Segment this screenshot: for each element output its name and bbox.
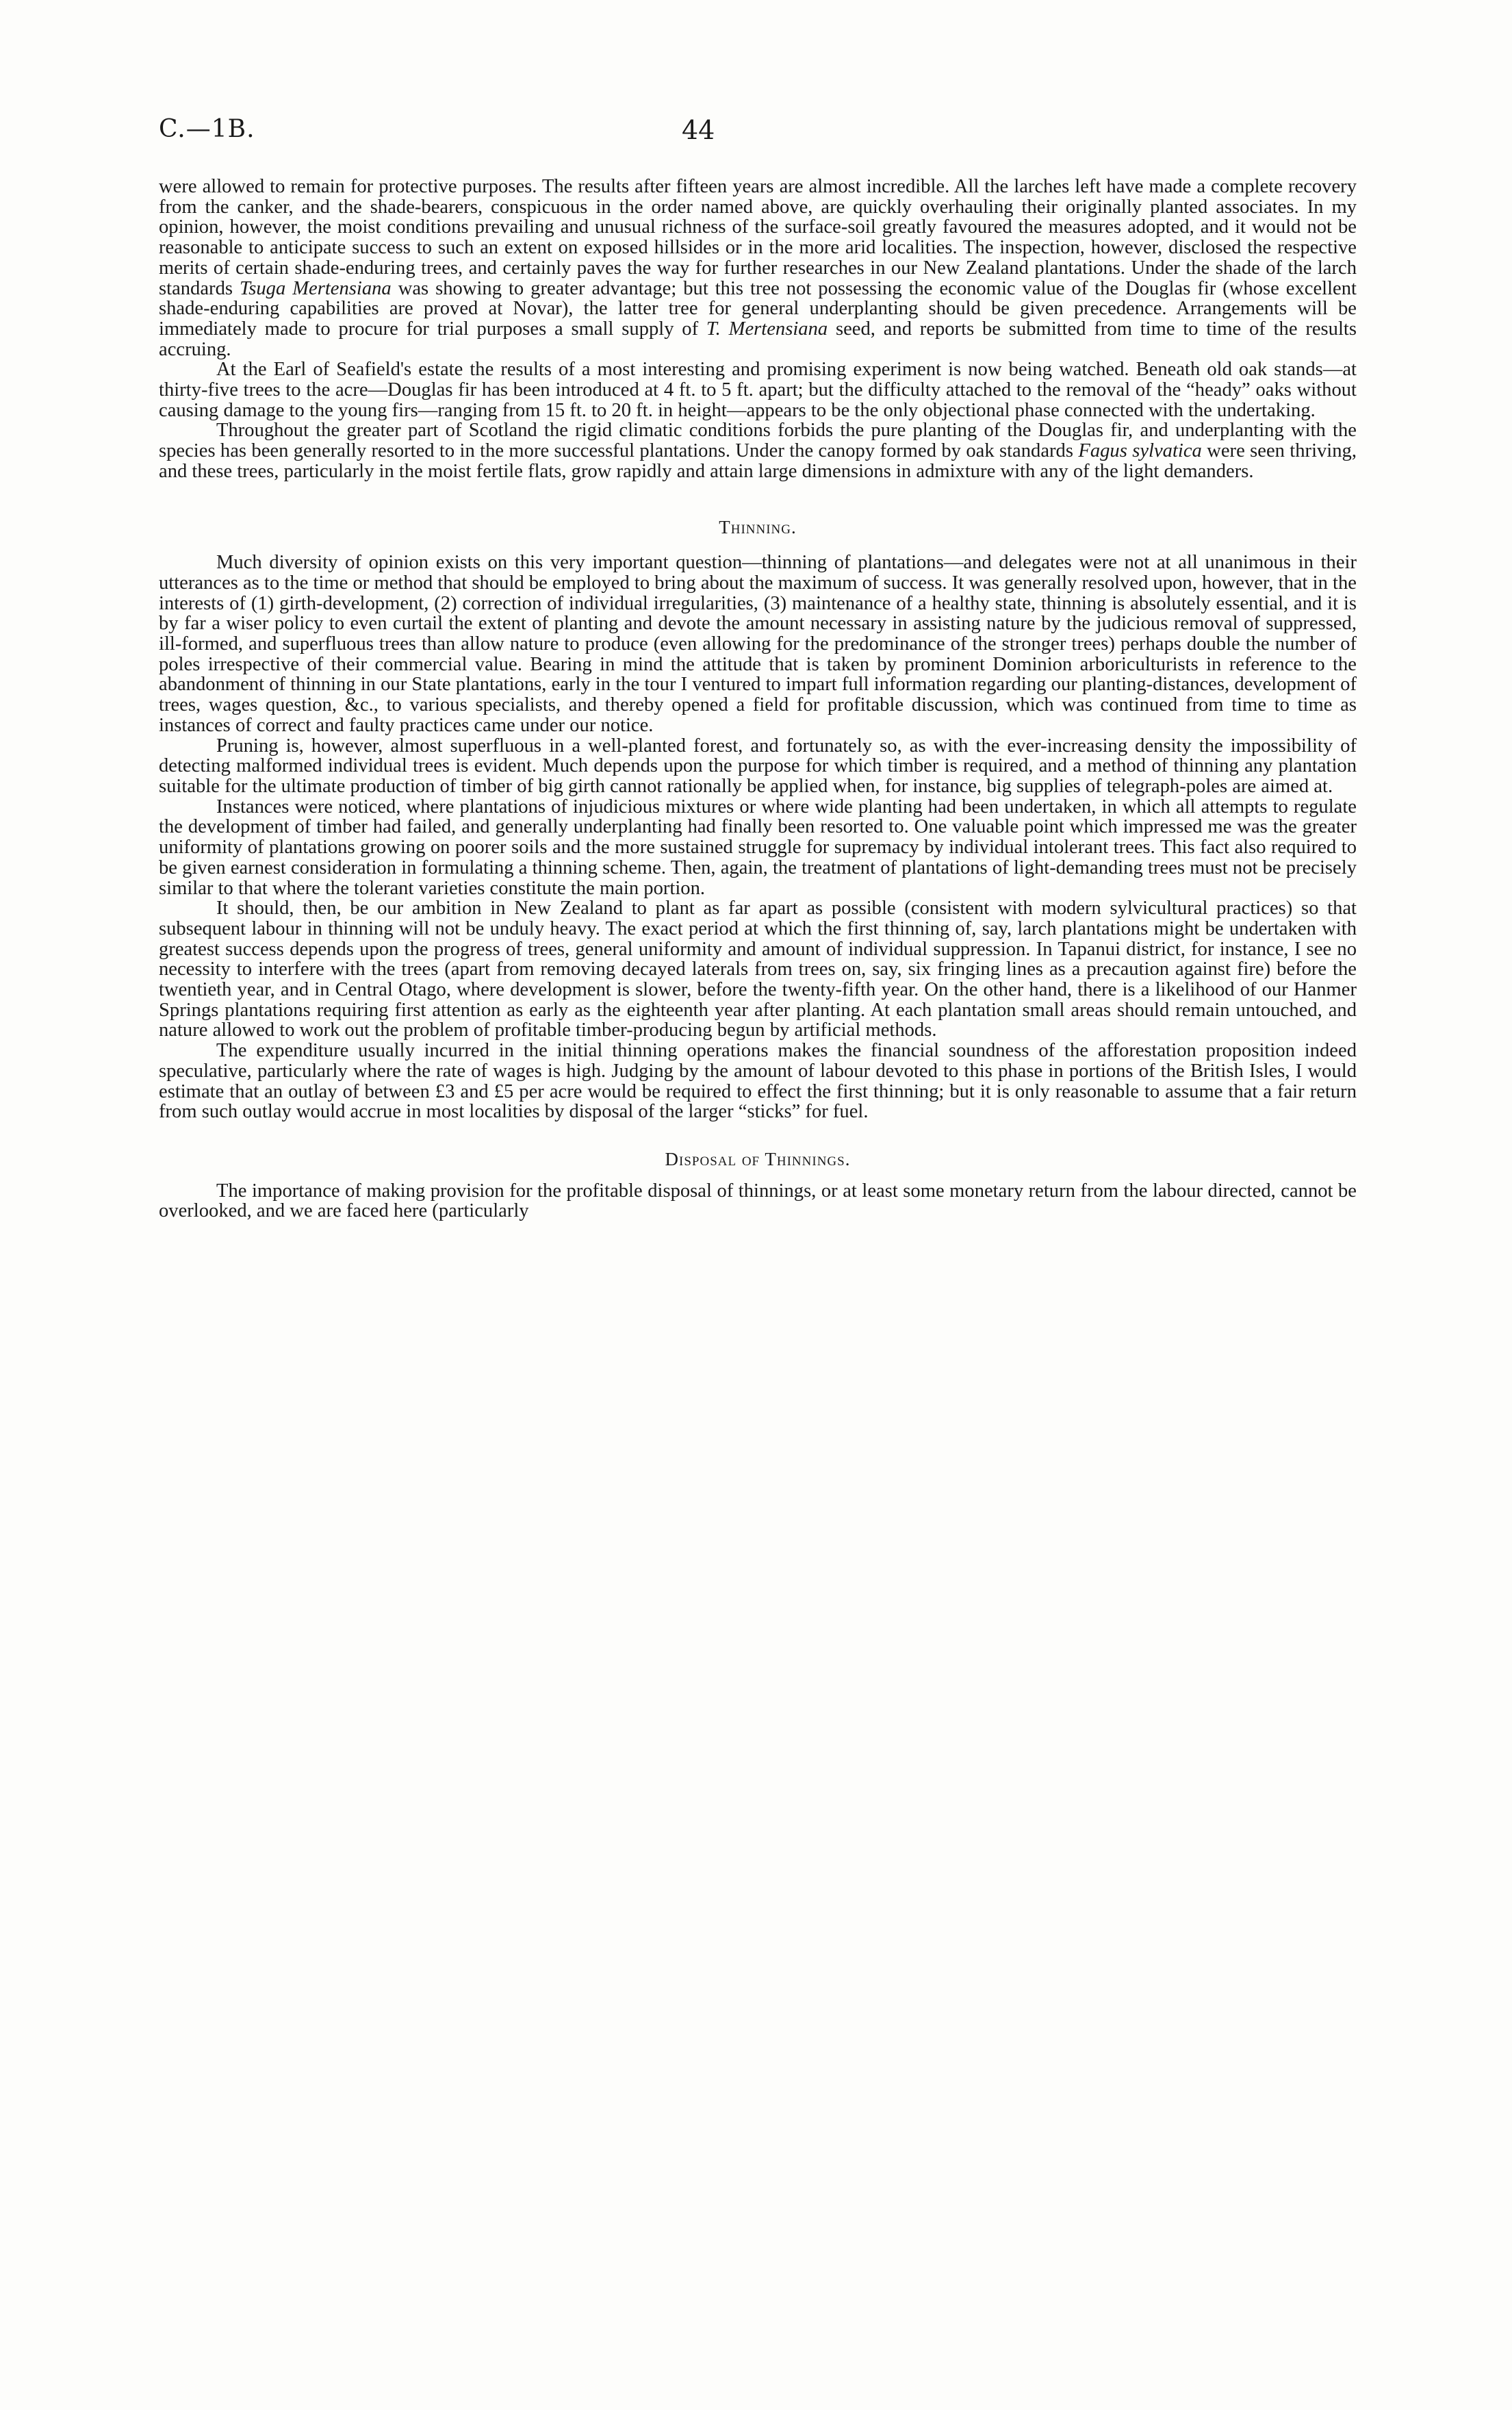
body-text xyxy=(159,177,1357,1221)
paragraph-text: Throughout the greater part of Scotland the rigid climatic conditions forbids the pure planting of the Douglas fir, and underplanting with the species has been generally resorted to in the more successful plantations. Under the canopy formed by oak standards xyxy=(159,420,1357,462)
paragraph-injudicious-mixtures: Instances were noticed, where plantations of injudicious mixtures or where wide planting had been undertaken, in which all attempts to regulate the development of timber had failed, and generally underplanting had finally been resorted to. One valuable point which impressed me was the greater uniformity of plantations growing on poorer soils and the more sustained struggle for supremacy by individual intolerant trees. This fact also required to be given earnest consideration in formulating a thinning scheme. Then, again, the treatment of plantations of light-demanding trees must not be precisely similar to that where the tolerant varieties constitute the main portion. xyxy=(159,796,1357,899)
paragraph-expenditure: The expenditure usually incurred in the initial thinning operations makes the financial soundness of the afforestation proposition indeed speculative, particularly where the rate of wages is high. Judging by the amount of labour devoted to this phase in portions of the British Isles, I would estimate that an outlay of between £3 and £5 per acre would be required to effect the first thinning; but it is only reasonable to assume that a fair return from such outlay would accrue in most localities by disposal of the larger “sticks” for fuel. xyxy=(159,1040,1357,1123)
section-heading-disposal: Disposal of Thinnings. xyxy=(665,1148,851,1169)
paragraph-seafield-estate: At the Earl of Seafield's estate the results of a most interesting and promising experiment is now being watched. Beneath old oak stands—at thirty-five trees to the acre—Douglas fir has been introduced at 4 ft. to 5 ft. apart; but the difficulty attached to the removal of the “heady” oaks without causing damage to the young firs—ranging from 15 ft. to 20 ft. in height—appears to be the only objectional phase connected with the undertaking. xyxy=(159,359,1357,421)
species-name: Tsuga Mertensiana xyxy=(239,277,392,299)
paragraph-text: seed, and reports be submitted from time to time of the results accruing. xyxy=(159,318,1357,360)
paragraph-larch-results xyxy=(159,177,1357,359)
page-number: 44 xyxy=(682,115,715,145)
species-name: T. Mertensiana xyxy=(706,318,828,340)
paragraph-scotland-underplanting xyxy=(159,420,1357,481)
paragraph-thinning-opinion: Much diversity of opinion exists on this very important question—thinning of plantations—and delegates were not at all unanimous in their utterances as to the time or method that should be employed to bring about the maximum of success. It was generally resolved upon, however, that in the interests of (1) girth-development, (2) correction of individual irregularities, (3) maintenance of a healthy state, thinning is absolutely essential, and it is by far a wiser policy to even curtail the extent of planting and devote the amount necessary in assisting nature by the judicious removal of suppressed, ill-formed, and superfluous trees than allow nature to produce (even allowing for the predominance of the stronger trees) perhaps double the number of poles irrespective of their commercial value. Bearing in mind the attitude that is taken by prominent Dominion arboriculturists in reference to the abandonment of thinning in our State plantations, early in the tour I ventured to impart full information regarding our planting-distances, development of trees, wages question, &c., to various specialists, and thereby opened a field for profitable discussion, which was continued from time to time as instances of correct and faulty practices came under our notice. xyxy=(159,552,1357,736)
paragraph-text: were allowed to remain for protective purposes. The results after fifteen years are almost incredible. All the larches left have made a complete recovery from the canker, and the shade-bearers, conspicuous in the order named above, are quickly overhauling their originally planted associates. In my opinion, however, the moist conditions prevailing and unusual richness of the surface-soil greatly favoured the measures adopted, and it would not be reasonable to anticipate success to such an extent on exposed hillsides or in the more arid localities. The inspection, however, disclosed the respective merits of certain shade-enduring trees, and certainly paves the way for further researches in our New Zealand plantations. Under the shade of the larch standards xyxy=(159,176,1357,299)
page-header xyxy=(159,115,1357,156)
paragraph-disposal: The importance of making provision for the profitable disposal of thinnings, or at least some monetary return from the labour directed, cannot be overlooked, and we are faced here (particularly xyxy=(159,1180,1357,1222)
paragraph-text: was showing to greater advantage; but this tree not possessing the economic value of the Douglas fir (whose excellent shade-enduring capabilities are proved at Novar), the latter tree for general underplanting should be given precedence. Arrangements will be immediately made to procure for trial purposes a small supply of xyxy=(159,277,1357,340)
document-reference: C.—1B. xyxy=(159,115,255,143)
section-heading-thinning: Thinning. xyxy=(719,516,797,537)
paragraph-pruning: Pruning is, however, almost superfluous in a well-planted forest, and fortunately so, as with the ever-increasing density the impossibility of detecting malformed individual trees is evident. Much depends upon the purpose for which timber is required, and a method of thinning any plantation suitable for the ultimate production of timber of big girth cannot rationally be applied when, for instance, big supplies of telegraph-poles are aimed at. xyxy=(159,735,1357,797)
paragraph-plant-far-apart: It should, then, be our ambition in New Zealand to plant as far apart as possible (consistent with modern sylvicultural practices) so that subsequent labour in thinning will not be unduly heavy. The exact period at which the first thinning of, say, larch plantations might be undertaken with greatest success depends upon the progress of trees, general uniformity and amount of individual suppression. In Tapanui district, for instance, I see no necessity to interfere with the trees (apart from removing decayed laterals from trees on, say, six fringing lines as a precaution against fire) before the twentieth year, and in Central Otago, where development is slower, before the twenty-fifth year. On the other hand, there is a likelihood of our Hanmer Springs plantations requiring first attention as early as the eighteenth year after planting. At each plantation small areas should remain untouched, and nature allowed to work out the problem of profitable timber-producing begun by artificial methods. xyxy=(159,898,1357,1041)
paragraph-text: were seen thriving, and these trees, particularly in the moist fertile flats, grow rapidly and attain large dimensions in admixture with any of the light demanders. xyxy=(159,440,1357,482)
species-name: Fagus sylvatica xyxy=(1078,440,1202,462)
